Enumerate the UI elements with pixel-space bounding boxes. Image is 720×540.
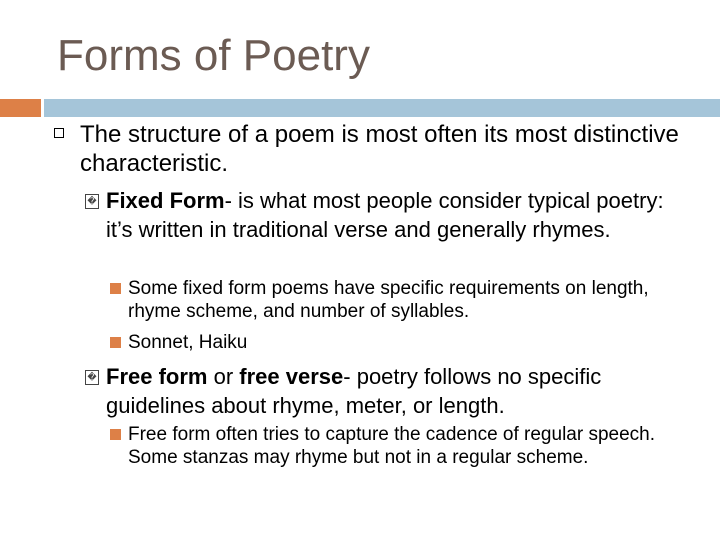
free-form-connector: or	[207, 364, 240, 389]
placeholder-glyph-icon: �	[85, 194, 99, 209]
placeholder-glyph-icon: �	[85, 370, 99, 385]
fixed-form-term: Fixed Form	[106, 188, 225, 213]
free-verse-term: free verse	[239, 364, 344, 389]
bullet-main	[80, 120, 690, 178]
fixed-sub2-text: Sonnet, Haiku	[128, 332, 248, 353]
bullet-free-sub1	[128, 423, 698, 469]
fixed-form-description: - is what most people consider typical poetry: it’s written in traditional verse and generally rhymes.	[106, 188, 664, 242]
bullet-fixed-form	[87, 186, 696, 244]
free-sub1-text: Free form often tries to capture the cadence of regular speech. Some stanzas may rhyme but not in a regular scheme.	[128, 424, 656, 468]
square-bullet-icon	[54, 128, 64, 138]
bullet-fixed-sub1	[128, 277, 698, 323]
bullet-fixed-sub2	[128, 331, 698, 354]
orange-square-bullet-icon	[110, 337, 121, 348]
orange-square-bullet-icon	[110, 429, 121, 440]
bullet-free-form	[87, 362, 696, 420]
orange-square-bullet-icon	[110, 283, 121, 294]
free-form-term: Free form	[106, 364, 208, 389]
slide-title: Forms of Poetry	[57, 31, 370, 80]
fixed-sub1-text: Some fixed form poems have specific requirements on length, rhyme scheme, and number of syllables.	[128, 278, 649, 322]
bullet-main-text: The structure of a poem is most often its most distinctive characteristic.	[80, 121, 679, 177]
free-form-description: - poetry follows no specific guidelines about rhyme, meter, or length.	[106, 364, 602, 418]
